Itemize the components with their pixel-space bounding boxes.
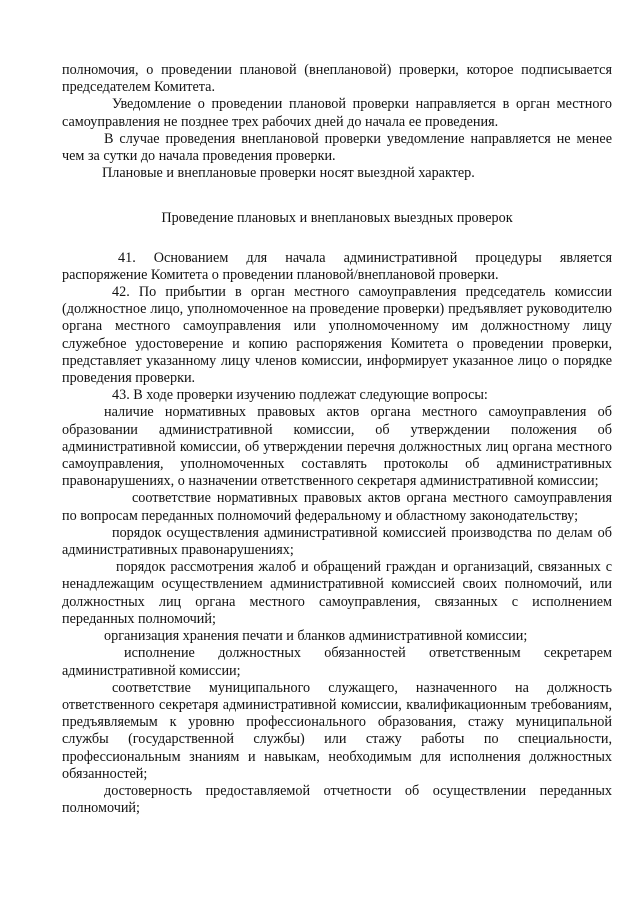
intro-paragraphs [62, 62, 612, 182]
intro-paragraph: В случае проведения внеплановой проверки уведомление направляется не менее чем за сутки до начала проведения проверки. [62, 130, 612, 165]
intro-paragraph: Уведомление о проведении плановой проверки направляется в орган местного самоуправления не позднее трех рабочих дней до начала ее проведения. [62, 96, 612, 130]
numbered-paragraphs [62, 250, 612, 818]
body-paragraph: соответствие муниципального служащего, назначенного на должность ответственного секретаря административной комиссии, квалификационным требованиям, предъявляемым к уровню профессионального образования, стажу муниципальной службы (государственной службы) или стажу работы по специальности, профессиональным знаниям и навыкам, необходимым для исполнения должностных обязанностей; [62, 679, 612, 782]
body-paragraph: соответствие нормативных правовых актов органа местного самоуправления по вопросам переданных полномочий федеральному и областному законодательству; [62, 490, 612, 524]
body-paragraph: наличие нормативных правовых актов органа местного самоуправления об образовании административной комиссии, об утверждении положения об административной комиссии, об утверждении перечня должностных лиц органа местного самоуправления, уполномоченных составлять протоколы об административных правонарушениях, о назначении ответственного секретаря административной комиссии; [62, 404, 612, 490]
body-paragraph: порядок осуществления административной комиссией производства по делам об административных правонарушениях; [62, 524, 612, 559]
body-paragraph: 42. По прибытии в орган местного самоуправления председатель комиссии (должностное лицо, уполномоченное на проведение проверки) предъявляет руководителю органа местного самоуправления или уполномоченному им должностному лицу служебное удостоверение и копию распоряжения Комитета о проведении проверки, представляет указанному лицу членов комиссии, информирует указанное лицо о порядке проведения проверки. [62, 284, 612, 387]
body-paragraph: организация хранения печати и бланков административной комиссии; [104, 628, 528, 645]
intro-paragraph: Плановые и внеплановые проверки носят выездной характер. [102, 165, 475, 182]
section-title: Проведение плановых и внеплановых выездных проверок [161, 210, 513, 227]
intro-paragraph: полномочия, о проведении плановой (внеплановой) проверки, которое подписывается председателем Комитета. [62, 62, 612, 96]
document-page [62, 62, 612, 817]
body-paragraph: 41. Основанием для начала административной процедуры является распоряжение Комитета о проведении плановой/внеплановой проверки. [62, 249, 612, 283]
body-paragraph: достоверность предоставляемой отчетности об осуществлении переданных полномочий; [62, 782, 612, 817]
body-paragraph: порядок рассмотрения жалоб и обращений граждан и организаций, связанных с ненадлежащим осуществлением административной комиссией своих полномочий, или должностных лиц органа местного самоуправления, связанных с исполнением переданных полномочий; [62, 559, 612, 627]
body-paragraph: исполнение должностных обязанностей ответственным секретарем административной комиссии; [62, 645, 612, 679]
body-paragraph: 43. В ходе проверки изучению подлежат следующие вопросы: [112, 387, 488, 404]
